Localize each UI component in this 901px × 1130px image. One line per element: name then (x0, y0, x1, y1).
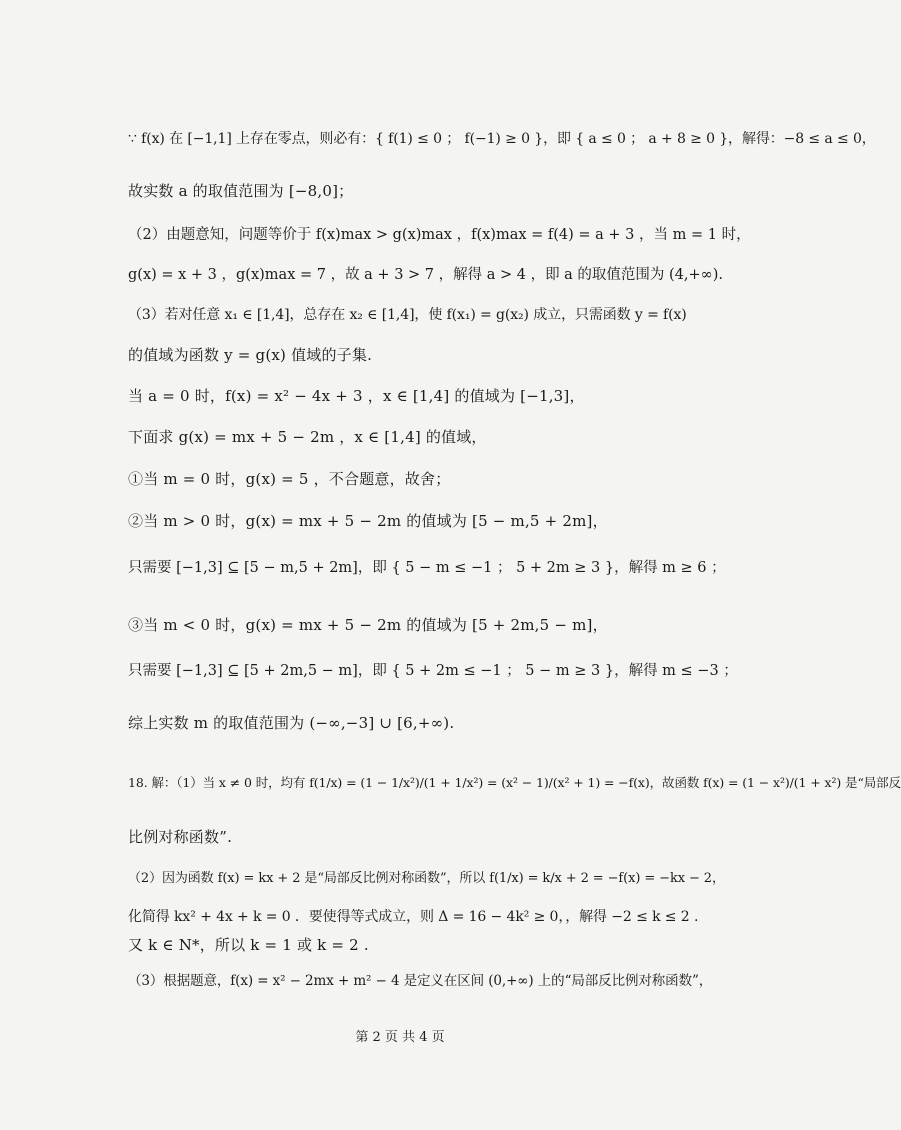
text-line-20: （3）根据题意，f(x) = x² − 2mx + m² − 4 是定义在区间 (0,+∞) 上的“局部反比例对称函数”， (128, 973, 713, 989)
text-line-3: （2）由题意知，问题等价于 f(x)max > g(x)max ，f(x)max = f(4) = a + 3 ，当 m = 1 时， (128, 227, 751, 243)
text-line-10: ②当 m > 0 时，g(x) = mx + 5 − 2m 的值域为 [5 − m,5 + 2m]， (128, 512, 608, 530)
text-line-19: 又 k ∈ N*，所以 k = 1 或 k = 2 . (128, 936, 369, 954)
text-line-15: 18. 解：（1）当 x ≠ 0 时，均有 f(1/x) = (1 − 1/x²)/(1 + 1/x²) = (x² − 1)/(x² + 1) = −f(x)，故函数 f(x) = (1 − x²)/(1 + x²) 是“局部反 (128, 775, 901, 790)
text-line-9: ①当 m = 0 时，g(x) = 5 ，不合题意，故舍； (128, 470, 451, 488)
text-line-1: ∵ f(x) 在 [−1,1] 上存在零点，则必有：{ f(1) ≤ 0 ； f(−1) ≥ 0 }，即 { a ≤ 0 ； a + 8 ≥ 0 }，解得：−8 ≤ a ≤ 0， (128, 131, 876, 147)
text-line-5: （3）若对任意 x₁ ∈ [1,4]，总存在 x₂ ∈ [1,4]，使 f(x₁) = g(x₂) 成立，只需函数 y = f(x) (128, 307, 687, 323)
text-line-2: 故实数 a 的取值范围为 [−8,0]； (128, 182, 354, 200)
text-line-18: 化简得 kx² + 4x + k = 0 ．要使得等式成立，则 Δ = 16 − 4k² ≥ 0，，解得 −2 ≤ k ≤ 2 . (128, 909, 699, 925)
page-footer: 第 2 页 共 4 页 (355, 1030, 445, 1045)
text-line-14: 综上实数 m 的取值范围为 (−∞,−3] ∪ [6,+∞). (128, 714, 455, 732)
text-line-13: 只需要 [−1,3] ⊆ [5 + 2m,5 − m]，即 { 5 + 2m ≤ −1 ； 5 − m ≥ 3 }，解得 m ≤ −3 ； (128, 663, 738, 679)
text-line-17: （2）因为函数 f(x) = kx + 2 是“局部反比例对称函数”，所以 f(1/x) = k/x + 2 = −f(x) = −kx − 2， (128, 871, 725, 886)
text-line-7: 当 a = 0 时，f(x) = x² − 4x + 3 ，x ∈ [1,4] 的值域为 [−1,3]， (128, 387, 585, 405)
text-line-8: 下面求 g(x) = mx + 5 − 2m ，x ∈ [1,4] 的值域， (128, 428, 487, 446)
text-line-11: 只需要 [−1,3] ⊆ [5 − m,5 + 2m]，即 { 5 − m ≤ −1 ； 5 + 2m ≥ 3 }，解得 m ≥ 6 ； (128, 560, 726, 576)
text-line-16: 比例对称函数”. (128, 828, 233, 846)
text-line-6: 的值域为函数 y = g(x) 值域的子集. (128, 346, 373, 364)
text-line-4: g(x) = x + 3 ，g(x)max = 7 ，故 a + 3 > 7 ，解得 a > 4 ，即 a 的取值范围为 (4,+∞). (128, 267, 724, 283)
text-line-12: ③当 m < 0 时，g(x) = mx + 5 − 2m 的值域为 [5 + 2m,5 − m]， (128, 616, 608, 634)
